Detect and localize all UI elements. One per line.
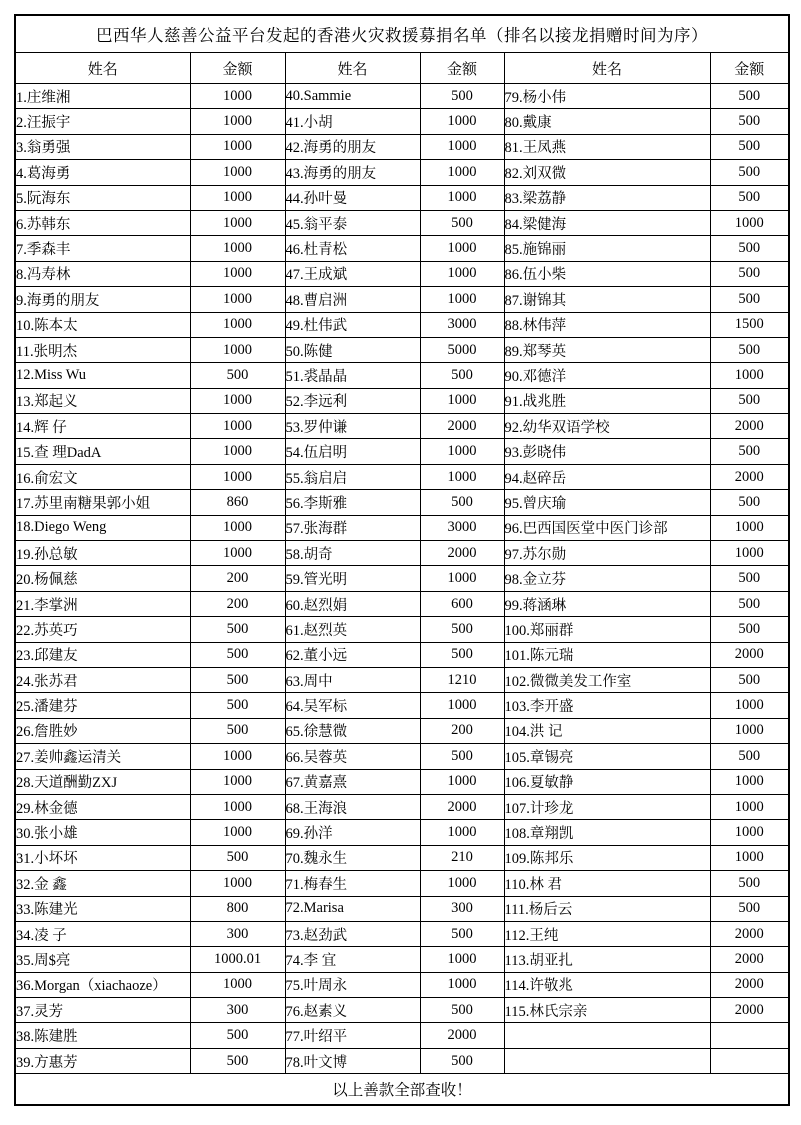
- donor-amount-cell: 300: [420, 896, 504, 921]
- donor-amount-cell: 1000: [420, 287, 504, 312]
- title-row: [15, 15, 789, 53]
- donor-amount-cell: 500: [420, 921, 504, 946]
- donor-amount-cell: 500: [710, 566, 789, 591]
- donor-name-cell: 61.赵烈英: [285, 617, 420, 642]
- donor-amount-cell: 500: [710, 185, 789, 210]
- donor-amount-cell: 500: [190, 1048, 285, 1073]
- donor-amount-cell: 500: [420, 744, 504, 769]
- table-row: [15, 388, 789, 413]
- donor-name-cell: 79.杨小伟: [504, 84, 710, 109]
- name-column-header: 姓名: [15, 53, 190, 84]
- donor-amount-cell: 500: [420, 490, 504, 515]
- donor-amount-cell: 500: [420, 1048, 504, 1073]
- donor-name-cell: 113.胡亚扎: [504, 947, 710, 972]
- donor-amount-cell: 500: [710, 871, 789, 896]
- donor-name-cell: 102.微微美发工作室: [504, 667, 710, 692]
- donor-name-cell: 55.翁启启: [285, 464, 420, 489]
- table-row: [15, 617, 789, 642]
- donor-name-cell: 38.陈建胜: [15, 1023, 190, 1048]
- donor-amount-cell: 1000: [710, 541, 789, 566]
- donor-name-cell: 69.孙洋: [285, 820, 420, 845]
- donor-name-cell: 44.孙叶曼: [285, 185, 420, 210]
- donor-name-cell: 32.金 鑫: [15, 871, 190, 896]
- donor-name-cell: 64.吴军标: [285, 693, 420, 718]
- donor-amount-cell: 1000: [190, 388, 285, 413]
- donor-amount-cell: 500: [420, 642, 504, 667]
- donor-amount-cell: 2000: [710, 464, 789, 489]
- donor-name-cell: 42.海勇的朋友: [285, 134, 420, 159]
- amount-column-header: 金额: [710, 53, 789, 84]
- donor-amount-cell: 1000: [420, 160, 504, 185]
- donor-name-cell: 24.张苏君: [15, 667, 190, 692]
- donor-amount-cell: 1000: [190, 541, 285, 566]
- donor-name-cell: 53.罗仲谦: [285, 414, 420, 439]
- donor-amount-cell: 1000: [420, 185, 504, 210]
- donor-name-cell: 23.邱建友: [15, 642, 190, 667]
- donor-name-cell: 12.Miss Wu: [15, 363, 190, 388]
- donor-name-cell: 33.陈建光: [15, 896, 190, 921]
- donor-amount-cell: 1000: [710, 210, 789, 235]
- donor-amount-cell: 1000: [420, 693, 504, 718]
- donor-amount-cell: 1000: [420, 261, 504, 286]
- donor-amount-cell: [710, 1048, 789, 1073]
- donor-amount-cell: 1000: [190, 236, 285, 261]
- amount-column-header: 金额: [420, 53, 504, 84]
- donor-amount-cell: 1000: [190, 769, 285, 794]
- donor-amount-cell: 500: [710, 490, 789, 515]
- table-row: [15, 769, 789, 794]
- donor-name-cell: 21.李掌洲: [15, 591, 190, 616]
- table-row: [15, 439, 789, 464]
- donor-amount-cell: 500: [190, 363, 285, 388]
- donor-amount-cell: 1000: [420, 388, 504, 413]
- donor-amount-cell: 1000: [420, 134, 504, 159]
- table-row: [15, 312, 789, 337]
- donor-name-cell: 26.詹胜妙: [15, 718, 190, 743]
- donor-amount-cell: 2000: [710, 998, 789, 1023]
- donor-name-cell: 6.苏韩东: [15, 210, 190, 235]
- donor-name-cell: 99.蒋涵琳: [504, 591, 710, 616]
- donor-name-cell: 104.洪 记: [504, 718, 710, 743]
- donor-name-cell: 28.天道酬勤ZXJ: [15, 769, 190, 794]
- donor-amount-cell: 1000: [190, 337, 285, 362]
- donor-name-cell: 82.刘双微: [504, 160, 710, 185]
- table-row: [15, 515, 789, 540]
- donor-amount-cell: 500: [710, 109, 789, 134]
- table-row: [15, 109, 789, 134]
- donor-amount-cell: 1000: [710, 769, 789, 794]
- donor-name-cell: 77.叶绍平: [285, 1023, 420, 1048]
- table-row: [15, 287, 789, 312]
- donor-name-cell: 114.许敬兆: [504, 972, 710, 997]
- donor-amount-cell: 1000: [190, 439, 285, 464]
- table-row: [15, 363, 789, 388]
- donor-amount-cell: 2000: [420, 794, 504, 819]
- table-row: [15, 972, 789, 997]
- donor-name-cell: 35.周$亮: [15, 947, 190, 972]
- donor-amount-cell: 1000: [710, 794, 789, 819]
- donor-amount-cell: 2000: [420, 541, 504, 566]
- donor-name-cell: 52.李远利: [285, 388, 420, 413]
- donor-amount-cell: 500: [190, 617, 285, 642]
- donor-amount-cell: 2000: [710, 947, 789, 972]
- donor-amount-cell: 200: [190, 591, 285, 616]
- donor-amount-cell: 210: [420, 845, 504, 870]
- donor-amount-cell: 1000: [420, 566, 504, 591]
- table-row: [15, 414, 789, 439]
- donor-name-cell: 39.方惠芳: [15, 1048, 190, 1073]
- donor-amount-cell: 200: [420, 718, 504, 743]
- donor-name-cell: 84.梁健海: [504, 210, 710, 235]
- table-row: [15, 693, 789, 718]
- donor-amount-cell: 1000: [190, 744, 285, 769]
- donor-name-cell: 74.李 宜: [285, 947, 420, 972]
- donor-name-cell: 14.辉 仔: [15, 414, 190, 439]
- donor-name-cell: 46.杜青松: [285, 236, 420, 261]
- donor-amount-cell: 1000: [420, 769, 504, 794]
- donor-name-cell: 19.孙总敏: [15, 541, 190, 566]
- donor-amount-cell: 500: [420, 617, 504, 642]
- donor-amount-cell: 1000: [190, 972, 285, 997]
- donor-amount-cell: 1000: [190, 820, 285, 845]
- donor-amount-cell: 500: [190, 845, 285, 870]
- donor-name-cell: 3.翁勇强: [15, 134, 190, 159]
- donor-name-cell: 87.谢锦其: [504, 287, 710, 312]
- donor-name-cell: 75.叶周永: [285, 972, 420, 997]
- donation-table: [14, 14, 790, 1106]
- donor-name-cell: 47.王成斌: [285, 261, 420, 286]
- donor-amount-cell: 2000: [710, 972, 789, 997]
- table-row: [15, 921, 789, 946]
- donor-amount-cell: 500: [710, 236, 789, 261]
- donor-name-cell: 94.赵碎岳: [504, 464, 710, 489]
- donor-amount-cell: 800: [190, 896, 285, 921]
- footer-note: 以上善款全部查收！: [15, 1074, 789, 1106]
- donor-name-cell: 70.魏永生: [285, 845, 420, 870]
- donor-name-cell: 67.黄嘉熹: [285, 769, 420, 794]
- table-row: [15, 490, 789, 515]
- donor-name-cell: 20.杨佩慈: [15, 566, 190, 591]
- donor-name-cell: 115.林氏宗亲: [504, 998, 710, 1023]
- donor-amount-cell: 1000: [420, 820, 504, 845]
- donor-amount-cell: [710, 1023, 789, 1048]
- donor-name-cell: 105.章锡亮: [504, 744, 710, 769]
- donor-name-cell: 16.俞宏文: [15, 464, 190, 489]
- donor-name-cell: 29.林金德: [15, 794, 190, 819]
- donor-name-cell: 101.陈元瑞: [504, 642, 710, 667]
- donor-name-cell: 111.杨后云: [504, 896, 710, 921]
- donor-name-cell: 22.苏英巧: [15, 617, 190, 642]
- donor-amount-cell: 1000: [420, 236, 504, 261]
- donor-amount-cell: 5000: [420, 337, 504, 362]
- donor-amount-cell: 1000: [190, 464, 285, 489]
- donor-amount-cell: 500: [710, 134, 789, 159]
- donor-name-cell: 59.管光明: [285, 566, 420, 591]
- donor-name-cell: 60.赵烈娟: [285, 591, 420, 616]
- donor-amount-cell: 2000: [710, 414, 789, 439]
- donor-amount-cell: 1000: [190, 261, 285, 286]
- donor-name-cell: 80.戴康: [504, 109, 710, 134]
- footer-row: [15, 1074, 789, 1106]
- donor-amount-cell: 1000: [710, 718, 789, 743]
- donor-name-cell: 9.海勇的朋友: [15, 287, 190, 312]
- donor-amount-cell: 500: [420, 84, 504, 109]
- donor-amount-cell: 500: [710, 337, 789, 362]
- donor-name-cell: 90.邓德洋: [504, 363, 710, 388]
- donor-name-cell: 112.王纯: [504, 921, 710, 946]
- donor-name-cell: 57.张海群: [285, 515, 420, 540]
- donor-name-cell: 72.Marisa: [285, 896, 420, 921]
- donor-amount-cell: 500: [710, 617, 789, 642]
- donor-name-cell: 110.林 君: [504, 871, 710, 896]
- donor-amount-cell: 1000: [420, 947, 504, 972]
- table-row: [15, 744, 789, 769]
- donor-amount-cell: 1000: [710, 515, 789, 540]
- donor-amount-cell: 500: [710, 667, 789, 692]
- donor-name-cell: 50.陈健: [285, 337, 420, 362]
- donor-amount-cell: 500: [710, 84, 789, 109]
- donor-amount-cell: 1000: [190, 109, 285, 134]
- donor-amount-cell: 500: [190, 693, 285, 718]
- table-row: [15, 541, 789, 566]
- amount-column-header: 金额: [190, 53, 285, 84]
- donor-amount-cell: 600: [420, 591, 504, 616]
- donor-name-cell: 51.裘晶晶: [285, 363, 420, 388]
- donor-amount-cell: 1000: [190, 312, 285, 337]
- name-column-header: 姓名: [285, 53, 420, 84]
- donor-name-cell: 41.小胡: [285, 109, 420, 134]
- donor-name-cell: 5.阮海东: [15, 185, 190, 210]
- donor-name-cell: 58.胡奇: [285, 541, 420, 566]
- donor-amount-cell: 500: [710, 388, 789, 413]
- donor-name-cell: 15.查 理DadA: [15, 439, 190, 464]
- donor-name-cell: 109.陈邦乐: [504, 845, 710, 870]
- table-row: [15, 160, 789, 185]
- donor-name-cell: 88.林伟萍: [504, 312, 710, 337]
- donor-name-cell: 11.张明杰: [15, 337, 190, 362]
- donor-amount-cell: 500: [710, 261, 789, 286]
- donor-amount-cell: 500: [710, 287, 789, 312]
- donor-name-cell: 7.季森丰: [15, 236, 190, 261]
- donor-amount-cell: 1500: [710, 312, 789, 337]
- donor-name-cell: 43.海勇的朋友: [285, 160, 420, 185]
- donor-name-cell: 86.伍小柴: [504, 261, 710, 286]
- donor-amount-cell: 500: [190, 1023, 285, 1048]
- donor-name-cell: 97.苏尔勋: [504, 541, 710, 566]
- donor-name-cell: 8.冯寿林: [15, 261, 190, 286]
- table-row: [15, 84, 789, 109]
- table-row: [15, 947, 789, 972]
- donor-amount-cell: 1000: [190, 134, 285, 159]
- page-title: 巴西华人慈善公益平台发起的香港火灾救援募捐名单（排名以接龙捐赠时间为序）: [15, 15, 789, 53]
- table-row: [15, 236, 789, 261]
- donor-name-cell: 83.梁荔静: [504, 185, 710, 210]
- donor-name-cell: 36.Morgan（xiachaoze）: [15, 972, 190, 997]
- donor-amount-cell: 500: [420, 998, 504, 1023]
- donor-amount-cell: 1000: [420, 109, 504, 134]
- donor-name-cell: 93.彭晓伟: [504, 439, 710, 464]
- table-header-row: [15, 53, 789, 84]
- donor-amount-cell: 3000: [420, 515, 504, 540]
- donor-amount-cell: 2000: [710, 642, 789, 667]
- table-row: [15, 718, 789, 743]
- donor-name-cell: 54.伍启明: [285, 439, 420, 464]
- donor-name-cell: 95.曾庆瑜: [504, 490, 710, 515]
- donor-name-cell: 27.姜帅鑫运清关: [15, 744, 190, 769]
- donor-name-cell: 63.周中: [285, 667, 420, 692]
- donor-name-cell: 89.郑琴英: [504, 337, 710, 362]
- table-row: [15, 185, 789, 210]
- donor-name-cell: 56.李斯雅: [285, 490, 420, 515]
- table-row: [15, 820, 789, 845]
- donor-amount-cell: 1000: [190, 794, 285, 819]
- donor-name-cell: 31.小坏坏: [15, 845, 190, 870]
- donor-name-cell: 103.李开盛: [504, 693, 710, 718]
- donor-amount-cell: 1000: [710, 820, 789, 845]
- donor-amount-cell: 1000.01: [190, 947, 285, 972]
- donor-amount-cell: 860: [190, 490, 285, 515]
- donor-name-cell: 40.Sammie: [285, 84, 420, 109]
- donor-amount-cell: 2000: [420, 1023, 504, 1048]
- donor-name-cell: 30.张小雄: [15, 820, 190, 845]
- donor-amount-cell: 1000: [190, 210, 285, 235]
- donor-amount-cell: 2000: [710, 921, 789, 946]
- table-row: [15, 896, 789, 921]
- table-row: [15, 134, 789, 159]
- donor-name-cell: 18.Diego Weng: [15, 515, 190, 540]
- donor-amount-cell: 1210: [420, 667, 504, 692]
- table-row: [15, 464, 789, 489]
- donor-name-cell: 96.巴西国医堂中医门诊部: [504, 515, 710, 540]
- table-row: [15, 210, 789, 235]
- donor-name-cell: 71.梅春生: [285, 871, 420, 896]
- table-row: [15, 337, 789, 362]
- name-column-header: 姓名: [504, 53, 710, 84]
- donor-name-cell: 37.灵芳: [15, 998, 190, 1023]
- donor-name-cell: 98.金立芬: [504, 566, 710, 591]
- table-row: [15, 667, 789, 692]
- donor-amount-cell: 1000: [420, 464, 504, 489]
- donor-name-cell: 17.苏里南糖果郭小姐: [15, 490, 190, 515]
- table-row: [15, 1023, 789, 1048]
- donor-name-cell: 91.战兆胜: [504, 388, 710, 413]
- donor-amount-cell: 1000: [190, 160, 285, 185]
- table-row: [15, 871, 789, 896]
- table-row: [15, 261, 789, 286]
- donor-name-cell: 48.曹启洲: [285, 287, 420, 312]
- donor-amount-cell: 2000: [420, 414, 504, 439]
- donor-name-cell: [504, 1048, 710, 1073]
- donor-name-cell: 4.葛海勇: [15, 160, 190, 185]
- donor-name-cell: 34.凌 子: [15, 921, 190, 946]
- donor-name-cell: 73.赵劲武: [285, 921, 420, 946]
- donor-name-cell: 106.夏敏静: [504, 769, 710, 794]
- donor-amount-cell: 500: [190, 718, 285, 743]
- donor-name-cell: 13.郑起义: [15, 388, 190, 413]
- table-row: [15, 591, 789, 616]
- donor-name-cell: 76.赵素义: [285, 998, 420, 1023]
- donor-name-cell: 1.庄维湘: [15, 84, 190, 109]
- donor-amount-cell: 3000: [420, 312, 504, 337]
- donor-name-cell: 62.董小远: [285, 642, 420, 667]
- donor-name-cell: 25.潘建芬: [15, 693, 190, 718]
- donor-amount-cell: 1000: [420, 871, 504, 896]
- donor-amount-cell: 1000: [190, 515, 285, 540]
- table-row: [15, 998, 789, 1023]
- donor-name-cell: 49.杜伟武: [285, 312, 420, 337]
- donor-amount-cell: 500: [420, 210, 504, 235]
- donor-amount-cell: 1000: [420, 439, 504, 464]
- donor-amount-cell: 300: [190, 921, 285, 946]
- donor-amount-cell: 1000: [190, 84, 285, 109]
- donor-amount-cell: 1000: [190, 185, 285, 210]
- donor-amount-cell: 500: [710, 160, 789, 185]
- donor-name-cell: 108.章翔凯: [504, 820, 710, 845]
- donor-amount-cell: 1000: [710, 845, 789, 870]
- donor-name-cell: 92.幼华双语学校: [504, 414, 710, 439]
- donor-amount-cell: 1000: [190, 414, 285, 439]
- donor-amount-cell: 500: [710, 896, 789, 921]
- table-row: [15, 1048, 789, 1073]
- donor-name-cell: 107.计珍龙: [504, 794, 710, 819]
- donor-name-cell: [504, 1023, 710, 1048]
- donor-amount-cell: 500: [710, 439, 789, 464]
- donor-name-cell: 78.叶文博: [285, 1048, 420, 1073]
- donor-amount-cell: 1000: [190, 871, 285, 896]
- table-row: [15, 566, 789, 591]
- table-row: [15, 845, 789, 870]
- donor-name-cell: 65.徐慧微: [285, 718, 420, 743]
- donor-amount-cell: 500: [710, 744, 789, 769]
- donor-amount-cell: 200: [190, 566, 285, 591]
- donor-name-cell: 66.吴蓉英: [285, 744, 420, 769]
- donor-amount-cell: 1000: [190, 287, 285, 312]
- donor-amount-cell: 1000: [710, 693, 789, 718]
- donor-amount-cell: 1000: [710, 363, 789, 388]
- donor-name-cell: 100.郑丽群: [504, 617, 710, 642]
- donor-amount-cell: 500: [190, 667, 285, 692]
- donor-amount-cell: 500: [190, 642, 285, 667]
- table-row: [15, 642, 789, 667]
- donor-name-cell: 10.陈本太: [15, 312, 190, 337]
- donor-name-cell: 45.翁平泰: [285, 210, 420, 235]
- donor-amount-cell: 1000: [420, 972, 504, 997]
- donor-amount-cell: 500: [710, 591, 789, 616]
- donor-name-cell: 81.王凤燕: [504, 134, 710, 159]
- table-row: [15, 794, 789, 819]
- donor-amount-cell: 500: [420, 363, 504, 388]
- donor-amount-cell: 300: [190, 998, 285, 1023]
- donor-name-cell: 85.施锦丽: [504, 236, 710, 261]
- donor-name-cell: 2.汪振宇: [15, 109, 190, 134]
- donor-name-cell: 68.王海浪: [285, 794, 420, 819]
